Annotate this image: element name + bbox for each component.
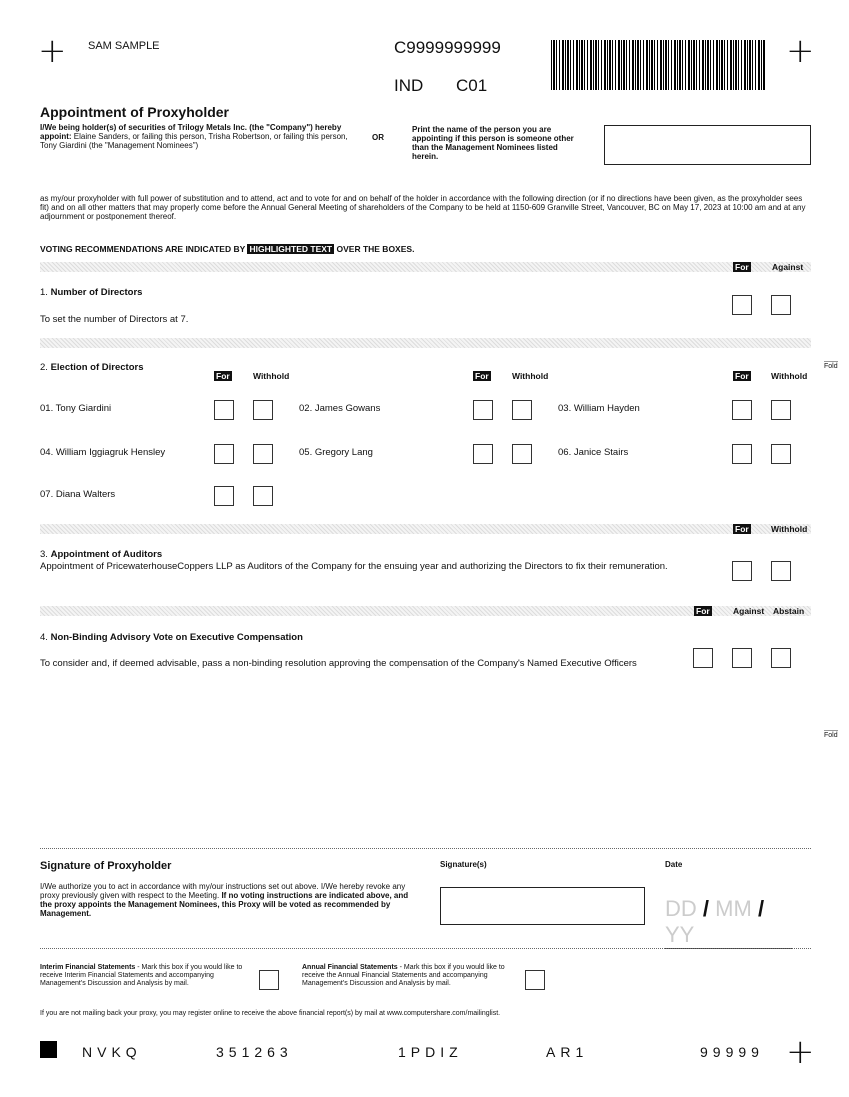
date-input[interactable] (665, 896, 793, 949)
annual-desc: - Mark this box if you would like to receive the Annual Financial Statements and accompanying Management's Discussion and Analysis by mail. (302, 964, 505, 987)
appoint-lead: I/We being holder(s) of securities of Trilogy Metals Inc. (the "Company") hereby appoint: (40, 123, 342, 141)
res4-number: 4. (40, 632, 48, 643)
proxy-body-text: as my/our proxyholder with full power of substitution and to attend, act and to vote for and on behalf of the holder in accordance with the following direction (or if no directions have been given, as the proxyholder sees fit) and on all other matters that may properly come before the Annual General Meeting of shareholders of the Company to be held at 1150-609 Granville Street, Vancouver, BC on May 17, 2023 at 10:00 am and at any adjournment or postponement thereof. (40, 194, 806, 221)
director-name: 06. Janice Stairs (558, 447, 629, 458)
res1-against-header: Against (772, 262, 804, 272)
res2-title (40, 362, 144, 373)
res3-withhold-header: Withhold (771, 524, 808, 534)
res3-for-checkbox[interactable] (732, 561, 752, 581)
res3-title-text: Appointment of Auditors (50, 549, 163, 560)
signature-title: Signature of Proxyholder (40, 860, 172, 872)
date-mm: MM (715, 896, 752, 921)
res1-number: 1. (40, 287, 48, 298)
proxy-name-input[interactable] (604, 125, 811, 165)
res2-col3-for-header: For (735, 371, 749, 381)
res1-for-checkbox[interactable] (732, 295, 752, 315)
director-07-withhold-checkbox[interactable] (253, 486, 273, 506)
shaded-band-2 (40, 338, 811, 348)
signature-input[interactable] (440, 887, 645, 925)
director-02-for-checkbox[interactable] (473, 400, 493, 420)
res4-against-header: Against (733, 606, 765, 616)
res4-against-checkbox[interactable] (732, 648, 752, 668)
res4-for-checkbox[interactable] (693, 648, 713, 668)
section-title-proxy: Appointment of Proxyholder (40, 104, 229, 120)
res1-description: To set the number of Directors at 7. (40, 314, 189, 325)
holder-name: SAM SAMPLE (88, 40, 160, 52)
director-06-for-checkbox[interactable] (732, 444, 752, 464)
or-label: OR (372, 133, 384, 142)
director-03-withhold-checkbox[interactable] (771, 400, 791, 420)
footer-code-3: 1PDIZ (398, 1044, 463, 1060)
res4-title (40, 632, 303, 643)
res3-for-header: For (735, 524, 749, 534)
res4-abstain-header: Abstain (773, 606, 805, 616)
director-name: 03. William Hayden (558, 403, 640, 414)
footer-code-2: 351263 (216, 1044, 293, 1060)
signature-label: Signature(s) (440, 860, 487, 869)
res1-title (40, 287, 142, 298)
annual-text (302, 964, 514, 988)
director-01-withhold-checkbox[interactable] (253, 400, 273, 420)
rec-after: OVER THE BOXES. (336, 244, 415, 254)
rec-highlight: HIGHLIGHTED TEXT (249, 244, 333, 254)
print-name-instructions: Print the name of the person you are appointing if this person is someone other than the Management Nominees listed herein. (412, 125, 574, 161)
res4-for-header: For (696, 606, 710, 616)
divider-signature (40, 848, 811, 849)
director-05-withhold-checkbox[interactable] (512, 444, 532, 464)
date-label: Date (665, 860, 683, 869)
director-name: 05. Gregory Lang (299, 447, 373, 458)
director-name: 01. Tony Giardini (40, 403, 112, 414)
res3-number: 3. (40, 549, 48, 560)
director-01-for-checkbox[interactable] (214, 400, 234, 420)
signature-text-b: If no voting instructions are indicated above, and the proxy appoints the Management Nominees, this Proxy will be voted as recommended by Management. (40, 891, 409, 918)
director-04-for-checkbox[interactable] (214, 444, 234, 464)
footer-code-4: AR1 (546, 1044, 589, 1060)
rec-before: VOTING RECOMMENDATIONS ARE INDICATED BY (40, 244, 246, 254)
appoint-nominees: Elaine Sanders, or failing this person, Trisha Robertson, or failing this person, Tony Giardini (the "Management Nominees") (40, 132, 348, 150)
res2-col1-withhold-header: Withhold (253, 371, 290, 381)
date-yy: YY (665, 922, 695, 947)
res1-against-checkbox[interactable] (771, 295, 791, 315)
footer-code-5: 99999 (700, 1044, 764, 1060)
interim-text (40, 964, 248, 988)
shaded-band-3 (40, 524, 811, 534)
director-03-for-checkbox[interactable] (732, 400, 752, 420)
director-05-for-checkbox[interactable] (473, 444, 493, 464)
director-06-withhold-checkbox[interactable] (771, 444, 791, 464)
appoint-text (40, 123, 358, 150)
class-number: C01 (456, 76, 488, 95)
res3-title (40, 549, 162, 560)
signature-text-a: I/We authorize you to act in accordance with my/our instructions set out above. I/We hereby revoke any proxy previously given with respect to the Meeting. (40, 882, 406, 900)
signature-text (40, 882, 415, 918)
fold-label-1: Fold (824, 363, 838, 370)
footer-code-1: NVKQ (82, 1044, 142, 1060)
shaded-band-1 (40, 262, 811, 272)
annual-checkbox[interactable] (525, 970, 545, 990)
director-name: 02. James Gowans (299, 403, 381, 414)
res4-abstain-checkbox[interactable] (771, 648, 791, 668)
class-code: IND (394, 76, 424, 95)
barcode-image (551, 40, 766, 90)
fold-label-2: Fold (824, 732, 838, 739)
registration-square (40, 1041, 57, 1058)
interim-desc: - Mark this box if you would like to receive Interim Financial Statements and accompanying Management's Discussion and Analysis by mail. (40, 964, 243, 987)
res1-for-header: For (735, 262, 749, 272)
interim-title: Interim Financial Statements (40, 964, 136, 971)
res3-description: Appointment of PricewaterhouseCoppers LLP as Auditors of the Company for the ensuing year and authorizing the Directors to fix their remuneration. (40, 561, 668, 572)
res3-withhold-checkbox[interactable] (771, 561, 791, 581)
registration-mark-bottom-right: + (786, 1032, 815, 1072)
annual-title: Annual Financial Statements (302, 964, 398, 971)
account-number: C9999999999 (394, 38, 501, 57)
director-name: 04. William Iggiagruk Hensley (40, 447, 166, 458)
res2-number: 2. (40, 362, 48, 373)
date-dd: DD (665, 896, 697, 921)
res2-col3-withhold-header: Withhold (771, 371, 808, 381)
online-registration-text: If you are not mailing back your proxy, you may register online to receive the above financial report(s) by mail at www.computershare.com/mailinglist. (40, 1010, 501, 1017)
registration-mark-top-left: + (38, 31, 67, 71)
date-slash-2: / (757, 896, 765, 921)
res4-description: To consider and, if deemed advisable, pass a non-binding resolution approving the compensation of the Company's Named Executive Officers (40, 658, 637, 669)
registration-mark-top-right: + (786, 31, 815, 71)
res4-title-text: Non-Binding Advisory Vote on Executive Compensation (50, 632, 303, 643)
director-name: 07. Diana Walters (40, 489, 116, 500)
interim-checkbox[interactable] (259, 970, 279, 990)
res2-col1-for-header: For (216, 371, 230, 381)
divider-financial (40, 948, 811, 949)
res1-title-text: Number of Directors (50, 287, 143, 298)
director-04-withhold-checkbox[interactable] (253, 444, 273, 464)
date-slash-1: / (702, 896, 710, 921)
res2-col2-for-header: For (475, 371, 489, 381)
res2-title-text: Election of Directors (50, 362, 144, 373)
res2-col2-withhold-header: Withhold (512, 371, 549, 381)
voting-recommendation-note (40, 244, 414, 254)
director-02-withhold-checkbox[interactable] (512, 400, 532, 420)
director-07-for-checkbox[interactable] (214, 486, 234, 506)
